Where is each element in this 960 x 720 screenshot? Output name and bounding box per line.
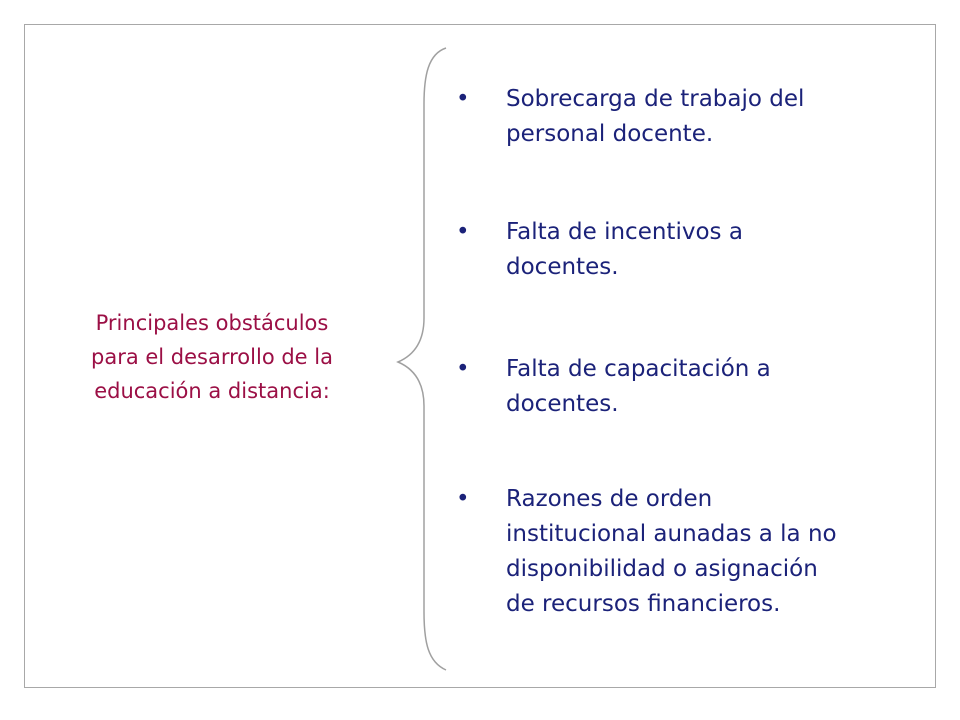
list-item-line: personal docente. bbox=[506, 121, 714, 147]
list-item-text bbox=[506, 82, 906, 152]
curly-brace bbox=[370, 40, 454, 680]
list-item-text bbox=[506, 215, 906, 285]
caption-line-3: educación a distancia: bbox=[94, 379, 330, 403]
list-item-line: Falta de capacitación a bbox=[506, 356, 771, 382]
bullet-dot: • bbox=[456, 219, 470, 245]
caption-line-1: Principales obstáculos bbox=[95, 311, 329, 335]
list-item-line: Sobrecarga de trabajo del bbox=[506, 86, 805, 112]
bullet-dot: • bbox=[456, 486, 470, 512]
list-item-line: docentes. bbox=[506, 391, 619, 417]
list-item-line: Falta de incentivos a bbox=[506, 219, 743, 245]
curly-brace-path bbox=[398, 48, 446, 670]
bullet-dot: • bbox=[456, 86, 470, 112]
list-item-text bbox=[506, 482, 906, 622]
list-item-line: de recursos financieros. bbox=[506, 591, 781, 617]
list-item-text bbox=[506, 352, 906, 422]
bullet-dot: • bbox=[456, 356, 470, 382]
list-item-line: disponibilidad o asignación bbox=[506, 556, 818, 582]
list-item-line: docentes. bbox=[506, 254, 619, 280]
list-item-line: Razones de orden bbox=[506, 486, 713, 512]
obstacles-caption bbox=[52, 306, 372, 408]
caption-line-2: para el desarrollo de la bbox=[91, 345, 333, 369]
list-item-line: institucional aunadas a la no bbox=[506, 521, 837, 547]
